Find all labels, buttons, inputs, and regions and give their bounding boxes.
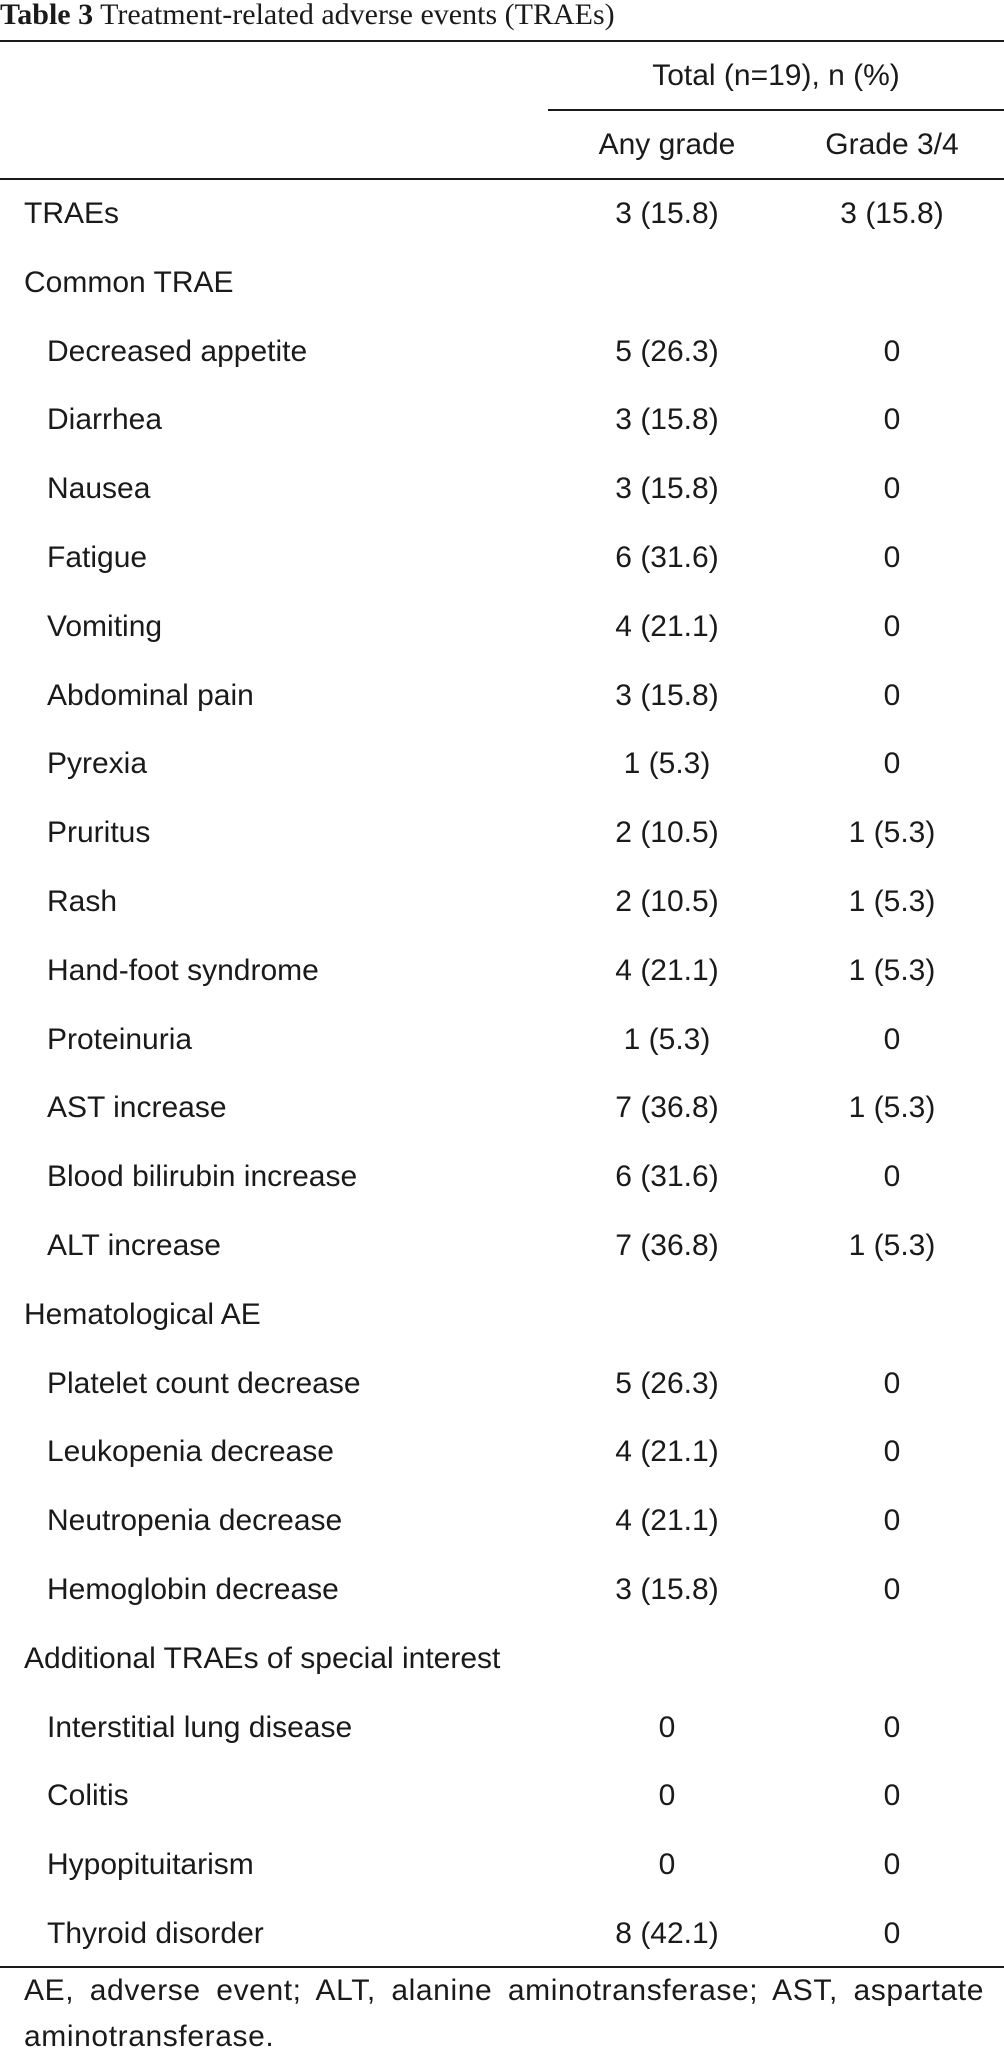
table-caption-label: Table 3 [0,0,94,31]
cell-grade-3-4: 0 [883,609,901,643]
cell-any-grade: 0 [658,1848,676,1882]
cell-any-grade: 3 (15.8) [615,678,719,712]
cell-any-grade: 6 (31.6) [615,541,719,574]
section-label: Hematological AE [24,1297,261,1331]
cell-grade-3-4: 1 (5.3) [848,1091,936,1125]
row-label: Rash [47,885,118,918]
cell-grade-3-4: 0 [883,1917,901,1950]
cell-any-grade: 0 [658,1779,676,1813]
cell-any-grade: 4 (21.1) [615,953,719,987]
cell-any-grade: 1 (5.3) [623,1022,711,1056]
row-label: Vomiting [47,609,163,643]
cell-any-grade: 2 (10.5) [615,816,719,850]
cell-any-grade: 7 (36.8) [615,1091,719,1125]
table-footnote: AE, adverse event; ALT, alanine aminotransferase; AST, aspartate aminotransferase. [24,1974,984,2053]
row-label: Leukopenia decrease [47,1435,334,1469]
row-label: Thyroid disorder [47,1917,264,1950]
column-header-any-grade: Any grade [598,128,736,161]
row-label: Abdominal pain [47,678,254,712]
row-label: ALT increase [47,1229,221,1262]
cell-grade-3-4: 0 [883,678,901,712]
cell-grade-3-4: 0 [883,1366,901,1400]
cell-any-grade: 2 (10.5) [615,885,719,918]
column-header-grade-3-4: Grade 3/4 [825,128,959,161]
cell-any-grade: 4 (21.1) [615,1435,719,1469]
cell-grade-3-4: 0 [883,1710,901,1744]
cell-any-grade: 3 (15.8) [615,1573,719,1606]
row-label: Proteinuria [47,1022,193,1056]
cell-grade-3-4: 0 [883,334,901,368]
cell-any-grade: 4 (21.1) [615,609,719,643]
cell-any-grade: 3 (15.8) [615,472,719,506]
row-label: Pruritus [47,816,151,850]
section-label: TRAEs [24,197,120,230]
cell-any-grade: 3 (15.8) [615,197,719,230]
section-label: Additional TRAEs of special interest [24,1641,501,1675]
cell-grade-3-4: 0 [883,1504,901,1538]
cell-grade-3-4: 0 [883,1022,901,1056]
cell-grade-3-4: 0 [883,747,901,781]
row-label: Nausea [47,472,151,506]
cell-grade-3-4: 0 [883,1160,901,1194]
cell-grade-3-4: 0 [883,1779,901,1813]
cell-any-grade: 7 (36.8) [615,1229,719,1262]
cell-grade-3-4: 0 [883,1573,901,1606]
cell-grade-3-4: 3 (15.8) [840,197,944,230]
row-label: Diarrhea [47,403,163,437]
row-label: Platelet count decrease [47,1366,361,1400]
cell-any-grade: 5 (26.3) [615,1366,719,1400]
cell-any-grade: 0 [658,1710,676,1744]
cell-grade-3-4: 1 (5.3) [848,885,936,918]
row-label: Blood bilirubin increase [47,1160,358,1194]
cell-any-grade: 6 (31.6) [615,1160,719,1194]
cell-any-grade: 4 (21.1) [615,1504,719,1538]
row-label: Hand-foot syndrome [47,953,319,987]
row-label: Colitis [47,1779,129,1813]
cell-grade-3-4: 0 [883,1848,901,1882]
section-label: Common TRAE [24,265,234,299]
row-label: Pyrexia [47,747,148,781]
cell-grade-3-4: 0 [883,541,901,574]
cell-any-grade: 5 (26.3) [615,334,719,368]
row-label: AST increase [47,1091,227,1125]
cell-grade-3-4: 1 (5.3) [848,1229,936,1262]
cell-grade-3-4: 1 (5.3) [848,953,936,987]
cell-grade-3-4: 1 (5.3) [848,816,936,850]
table-caption-text: Treatment-related adverse events (TRAEs) [100,0,615,31]
row-label: Hypopituitarism [47,1848,254,1882]
cell-any-grade: 3 (15.8) [615,403,719,437]
row-label: Interstitial lung disease [47,1710,353,1744]
cell-grade-3-4: 0 [883,403,901,437]
row-label: Decreased appetite [47,334,308,368]
group-header-total: Total (n=19), n (%) [652,59,900,92]
row-label: Fatigue [47,541,148,574]
row-label: Hemoglobin decrease [47,1573,339,1606]
cell-any-grade: 1 (5.3) [623,747,711,781]
cell-grade-3-4: 0 [883,472,901,506]
cell-grade-3-4: 0 [883,1435,901,1469]
row-label: Neutropenia decrease [47,1504,343,1538]
cell-any-grade: 8 (42.1) [615,1917,719,1950]
